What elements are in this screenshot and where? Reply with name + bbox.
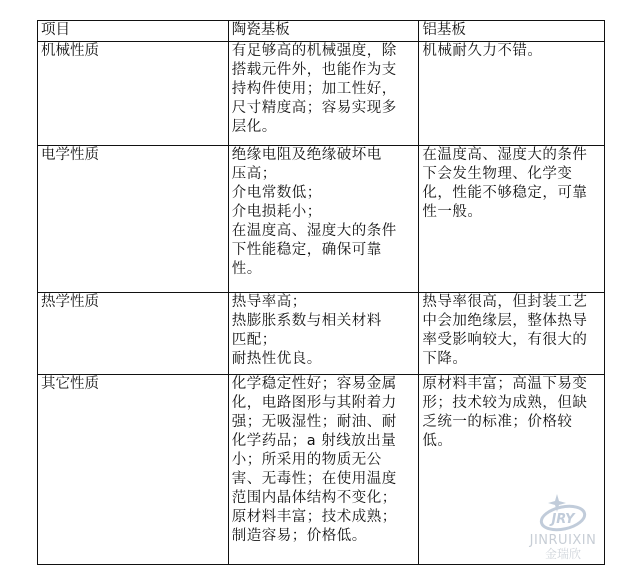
cell-line: 小；所采用的物质无公 <box>231 452 382 468</box>
cell-line: 绝缘电阻及绝缘破坏电 <box>231 147 382 163</box>
cell-line: 热导率高； <box>231 294 307 310</box>
cell-line: 机械耐久力不错。 <box>422 43 543 59</box>
comparison-table <box>37 20 605 565</box>
cell-line: 匹配； <box>231 332 277 348</box>
cell-line: 性一般。 <box>422 204 483 220</box>
cell-line: 热膨胀系数与相关材料 <box>231 313 382 329</box>
header-item: 项目 <box>38 21 229 42</box>
aluminum-cell <box>419 375 605 565</box>
cell-line: 下降。 <box>422 351 468 367</box>
table-row-electrical <box>38 146 605 293</box>
cell-line: 害、无毒性；在使用温度 <box>231 471 397 487</box>
cell-line: 原材料丰富；高温下易变 <box>422 376 588 392</box>
row-label: 机械性质 <box>38 42 229 146</box>
cell-line: 低。 <box>422 433 453 449</box>
cell-line: 搭载元件外，也能作为支 <box>231 62 397 78</box>
cell-line: 原材料丰富；技术成熟； <box>231 509 397 525</box>
cell-line: 尺寸精度高；容易实现多 <box>231 100 397 116</box>
cell-line: 热导率很高，但封装工艺 <box>422 294 588 310</box>
ceramic-cell <box>228 146 419 293</box>
cell-line: 性。 <box>231 261 262 277</box>
brand-name-cn: 金瑞欣 <box>544 547 581 561</box>
cell-line: 制造容易；价格低。 <box>231 528 367 544</box>
cell-line: 化，电路图形与其附着力 <box>231 395 397 411</box>
cell-line: 持构件使用；加工性好， <box>231 81 397 97</box>
ceramic-cell <box>228 375 419 565</box>
cell-line: 形；技术较为成熟，但缺 <box>422 395 588 411</box>
aluminum-cell <box>419 293 605 375</box>
cell-line: 中会加绝缘层，整体热导 <box>422 313 588 329</box>
ceramic-cell <box>228 293 419 375</box>
table-row-mechanical <box>38 42 605 146</box>
cell-line: 有足够高的机械强度，除 <box>231 43 397 59</box>
row-label: 其它性质 <box>38 375 229 565</box>
cell-line: 强；无吸湿性；耐油、耐 <box>231 414 397 430</box>
cell-line: 层化。 <box>231 119 277 135</box>
cell-line: 压高； <box>231 166 277 182</box>
cell-line: 耐热性优良。 <box>231 351 322 367</box>
cell-line: 在温度高、湿度大的条件 <box>231 223 397 239</box>
cell-line: 在温度高、湿度大的条件 <box>422 147 588 163</box>
cell-line: 化，性能不够稳定，可靠 <box>422 185 588 201</box>
header-ceramic-substrate: 陶瓷基板 <box>228 21 419 42</box>
row-label: 电学性质 <box>38 146 229 293</box>
cell-line: 率受影响较大，有很大的 <box>422 332 588 348</box>
table-row-thermal <box>38 293 605 375</box>
svg-text:JRY: JRY <box>551 512 575 527</box>
cell-line: 介电常数低； <box>231 185 322 201</box>
ceramic-cell <box>228 42 419 146</box>
aluminum-cell <box>419 146 605 293</box>
cell-line: 介电损耗小； <box>231 204 322 220</box>
cell-line: 化学药品；a 射线放出量 <box>231 433 397 449</box>
aluminum-cell <box>419 42 605 146</box>
cell-line: 乏统一的标准；价格较 <box>422 414 573 430</box>
cell-line: 范围内晶体结构不变化； <box>231 490 397 506</box>
cell-line: 下会发生物理、化学变 <box>422 166 573 182</box>
table-row-other <box>38 375 605 565</box>
cell-line: 下性能稳定，确保可靠 <box>231 242 382 258</box>
row-label: 热学性质 <box>38 293 229 375</box>
header-aluminum-substrate: 铝基板 <box>419 21 605 42</box>
brand-name-en: JINRUIXIN <box>529 533 597 548</box>
cell-line: 化学稳定性好；容易金属 <box>231 376 397 392</box>
table-header-row <box>38 21 605 42</box>
